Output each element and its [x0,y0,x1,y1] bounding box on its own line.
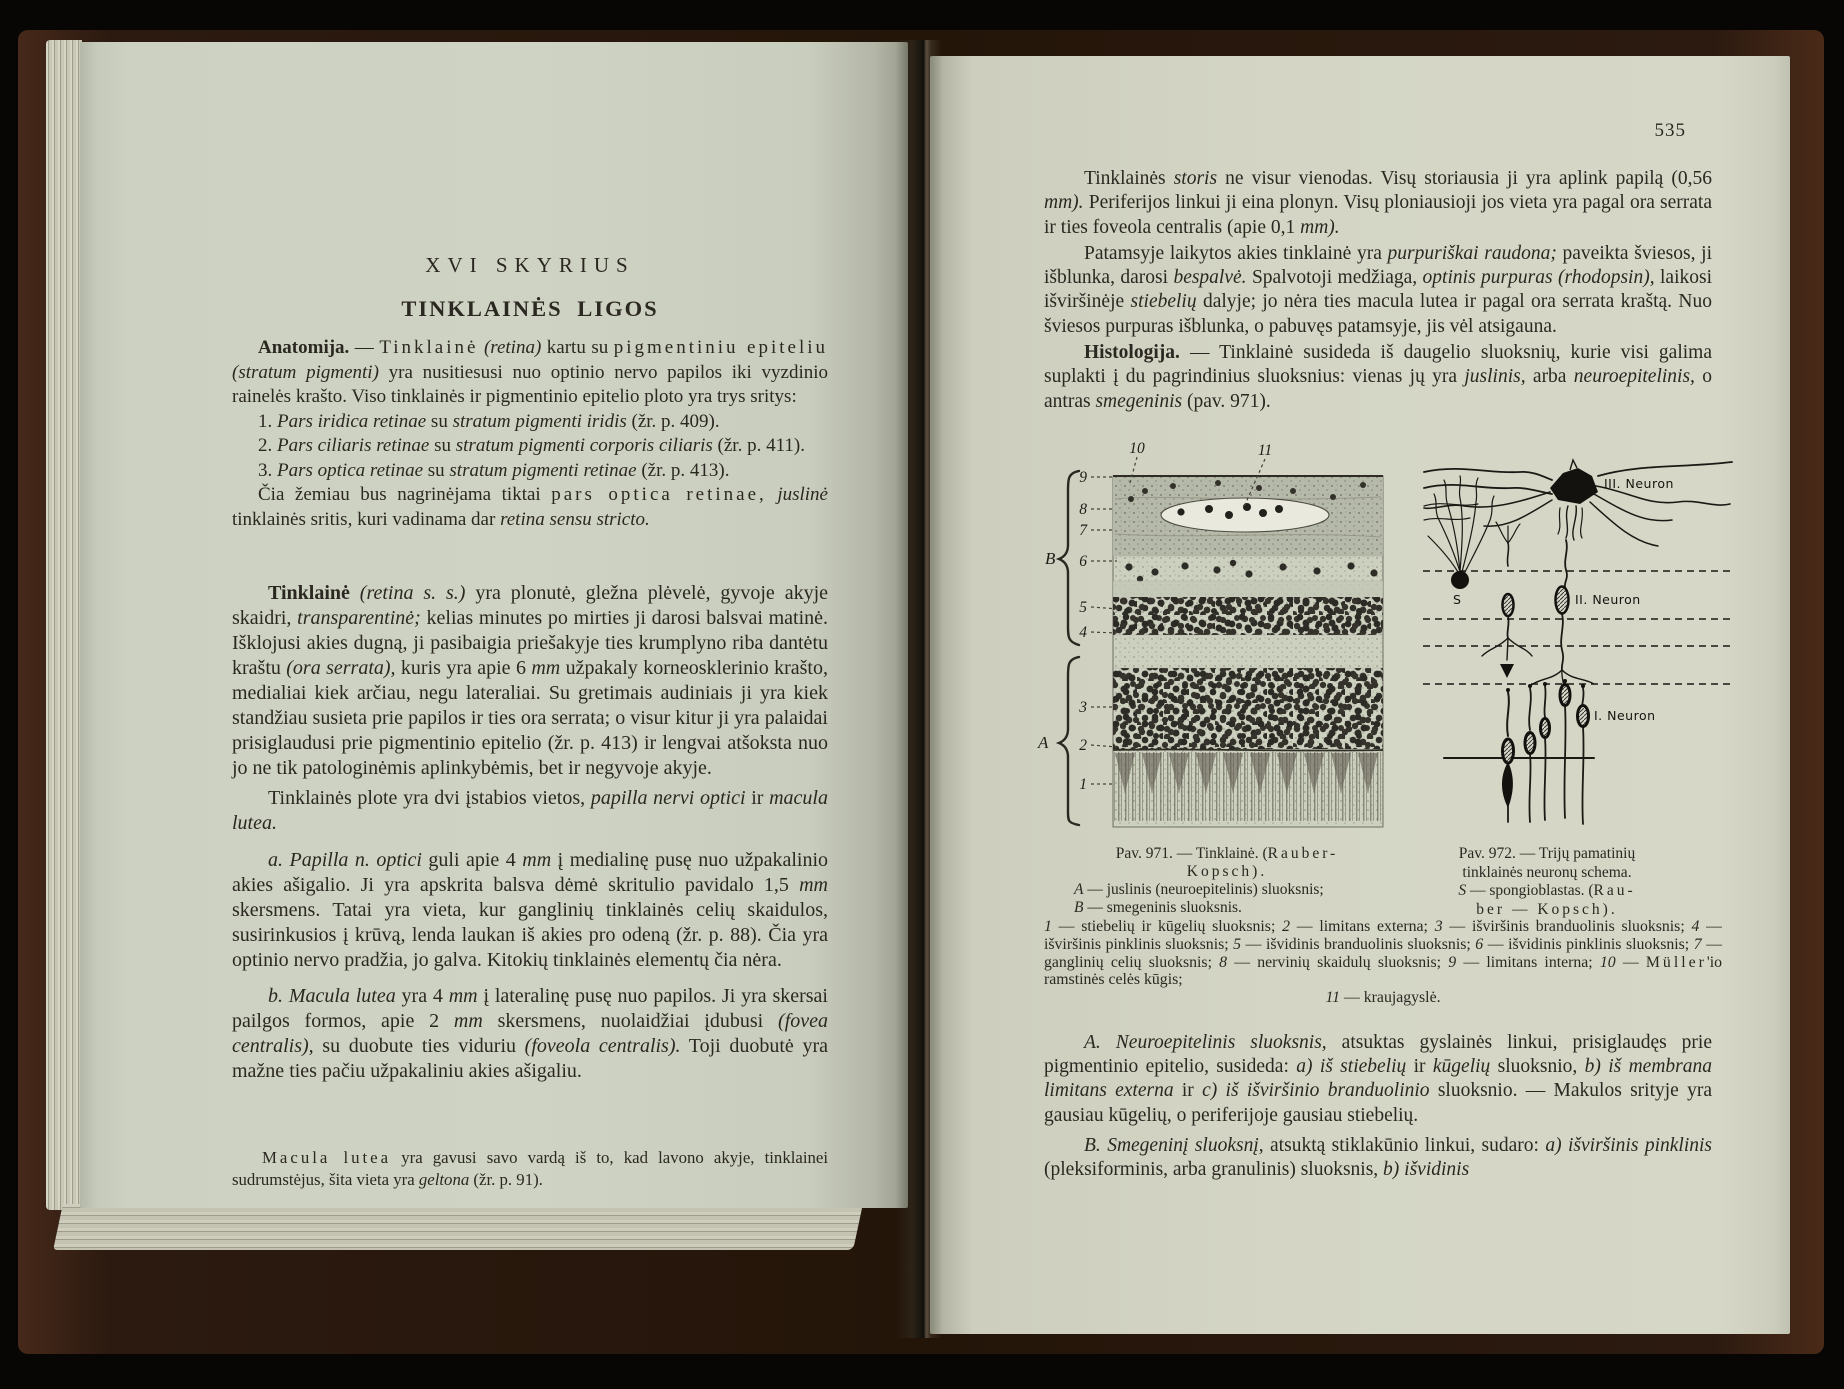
tissue-section [1113,476,1383,827]
layer-brackets [1059,471,1079,825]
paragraph-histologija: Histologija. — Tinklainė susideda iš daugelio sluoksnių, kurie visi galima suplakti į du pagrindinius sluoksnius: vienas jų yra juslinis, arba neuroepitelinis, o antras smegeninis (pav. 971). [1044,342,1713,412]
paragraph-anatomija: Anatomija. — Tinklainė (retina) kartu su pigmentiniu epiteliu (stratum pigmenti) yra nusitiesusi nuo optinio nervo papilos iki vyzdinio rainelės krašto. Viso tinklainės ir pigmentinio epitelio ploto yra trys sritys: [232,337,829,407]
figure-label-10: 10 [1129,440,1145,457]
figure-label: 7 [1079,522,1087,539]
figure-971-caption [1074,845,1380,917]
figure-label: 9 [1079,469,1087,486]
figure-label: 3 [1079,699,1087,716]
figure-label-11: 11 [1257,442,1273,459]
caption-key-b: B — smegeninis sluoksnis. [1074,899,1242,916]
figure-label: 8 [1079,501,1087,518]
figure-label: 4 [1079,624,1087,641]
right-page-bottom-block [1044,1031,1712,1182]
list-item-pars-optica: 3. Pars optica retinae su stratum pigmenti retinae (žr. p. 413). [258,459,730,481]
right-page [930,56,1790,1334]
paragraph-plote: Tinklainės plote yra dvi įstabios vietos, papilla nervi optici ir macula lutea. [232,787,828,834]
caption-line: ber — Kopsch). [1476,900,1618,918]
paragraph-macula-footnote: Macula lutea yra gavusi savo vardą iš to, kad lavono akyje, tinklainei sudrumstėjus, šita vieta yra geltona (žr. p. 91). [232,1148,828,1189]
synapse-triangle [1500,664,1514,678]
bracket-label-b: B [1045,549,1056,568]
neuron-i-label: I. Neuron [1594,708,1656,723]
caption-line: Kopsch). [1186,863,1268,880]
list-item-pars-iridica: 1. Pars iridica retinae su stratum pigmenti iridis (žr. p. 409). [258,410,720,432]
paragraph-macula: b. Macula lutea yra 4 mm į lateralinę pusę nuo papilos. Ji yra skersai pailgos formos, apie 2 mm skersmens, nuolaidžiai įdubusi (fovea centralis), su duobute ties viduriu (foveola centralis). Toji duobutė yra mažne ties pačiu užpakaliniu akies ašigaliu. [232,985,829,1082]
paragraph-storis: Tinklainės storis ne visur vienodas. Visų storiausia ji yra aplink papilą (0,56 mm). Periferijos linkui ji eina plonyn. Visų ploniausioji jos vieta yra pagal ora serrata ir ties foveola centralis (apie 0,1 mm). [1044,168,1712,238]
list-item-pars-ciliaris: 2. Pars ciliaris retinae su stratum pigmenti corporis ciliaris (žr. p. 411). [258,435,805,456]
page-stack-bottom-edge [53,1204,863,1250]
figure-972-neuron-schema [1420,448,1735,838]
figure-label: 2 [1079,737,1087,754]
caption-key-a: A — juslinis (neuroepitelinis) sluoksnis; [1074,881,1324,898]
ganglion-cell-body [1550,468,1598,504]
left-page-intro-block [232,336,828,532]
legend-text: 1 — stiebelių ir kūgelių sluoksnis; 2 — limitans externa; 3 — išviršinis branduolinis sluoksnis; 4 — išviršinis pinklinis sluoksnis; 5 — išvidinis branduolinis sluoksnis; 6 — išvidinis pinklinis sluoksnis; 7 — ganglinių celių sluoksnis; 8 — nervinių skaidulų sluoksnis; 9 — limitans interna; 10 — Müller'io ramstinės celės kūgis; [1044,918,1723,989]
figure-label: 6 [1079,553,1087,570]
chapter-title: TINKLAINĖS LIGOS [401,296,659,321]
chapter-heading: XVI SKYRIUS [425,253,635,277]
legend-last-line: 11 — kraujagyslė. [1325,989,1441,1007]
right-page-top-block [1044,167,1712,414]
blood-vessel [1161,498,1329,532]
layer-boundary-dashes [1423,571,1732,684]
paragraph-smegeninis: B. Smegeninį sluoksnį, atsuktą stiklakūnio linkui, sudaro: a) išviršinis pinklinis (pleksiforminis, arba granulinis) sluoksnis, b) išvidinis [1044,1134,1712,1181]
paragraph-neuroepitelinis: A. Neuroepitelinis sluoksnis, atsuktas gyslainės linkui, prisiglaudęs prie pigmentinio epitelio, susideda: a) iš stiebelių ir kūgelių sluoksnio, b) iš membrana limitans externa ir c) iš išviršinio branduolinio sluoksnio. — Makulos srityje yra gausiau kūgelių, o periferijoje gausiau stiebelių. [1044,1032,1713,1126]
neuron-fibers [1424,462,1732,824]
figure-layer-legend [1044,918,1722,1007]
paragraph-papilla: a. Papilla n. optici guli apie 4 mm į medialinę pusę nuo užpakalinio akies ašigalio. Ji yra apskrita balsva dėmė skritulio pavidalo 1,5 mm skersmens. Tatai yra vieta, kur ganglinių tinklainės celių skaidulos, susirinkusios į krūvą, lenda laukan iš akies pro odeną (žr. p. 88). Čia yra optinio nervo pradžia, jo galva. Kitokių tinklainės elementų čia nėra. [232,849,829,971]
neuron-ii-label: II. Neuron [1575,592,1641,607]
spongioblast-dendrites [1428,476,1494,574]
figure-971-retina-histology [1033,439,1400,836]
spongioblast-label: S [1453,592,1462,607]
caption-line: S — spongioblastas. (Rau- [1458,882,1636,899]
neuron-iii-label: III. Neuron [1604,476,1674,491]
rod-inner-segment [1502,762,1513,808]
page-number: 535 [1654,120,1686,141]
bracket-label-a: A [1038,733,1049,752]
caption-line: Pav. 971. — Tinklainė. (Rauber- [1115,845,1339,862]
figure-label: 5 [1079,599,1087,616]
bipolar-cell-body [1503,594,1514,616]
bipolar-cell-body [1556,587,1569,614]
paragraph-patamsyje: Patamsyje laikytos akies tinklainė yra purpuriškai raudona; paveikta šviesos, ji išblunka, darosi bespalvė. Spalvotoji medžiaga, optinis purpuras (rhodopsin), laikosi išviršinėje stiebelių dalyje; jo nėra ties macula lutea ir pagal ora serrata kraštą. Nuo šviesos purpuras išblunka, o pabuvęs patamsyje, jis vėl atsigauna. [1044,242,1713,337]
figure-label: 1 [1079,776,1087,793]
caption-line: Pav. 972. — Trijų pamatinių [1458,845,1636,862]
left-page-main-block [232,581,828,1084]
paragraph-tinklaine: Tinklainė (retina s. s.) yra plonutė, gležna plėvelė, gyvoje akyje skaidri, transparentinė; kelias minutes po mirties ji darosi balsvai matinė. Išklojusi akies dugną, ji pasibaigia priešakyje ties krumplyno riba dantėtu kraštu (ora serrata), kuris yra apie 6 mm užpakaly korneosklerinio krašto, medialiai kiek arčiau, negu lateraliai. Su gretimais audiniais ji yra kiek standžiau susieta prie papilos ir ties ora serrata; o visur kitur ji yra palaidai prisiglaudusi prie pigmentinio epitelio (žr. p. 413) ir lengvai atšoksta nuo jo ne tik patologinėmis aplinkybėmis, bet ir negyvoje akyje. [232,582,829,779]
caption-line: tinklainės neuronų schema. [1462,863,1632,881]
figure-972-caption [1424,845,1670,919]
page-stack-left-edge [46,40,82,1210]
paragraph-cia-zemiau: Čia žemiau bus nagrinėjama tiktai pars optica retinae, juslinė tinklainės sritis, kuri vadinama dar retina sensu stricto. [232,484,828,530]
left-page [80,42,908,1208]
spongioblast-body [1451,571,1469,589]
